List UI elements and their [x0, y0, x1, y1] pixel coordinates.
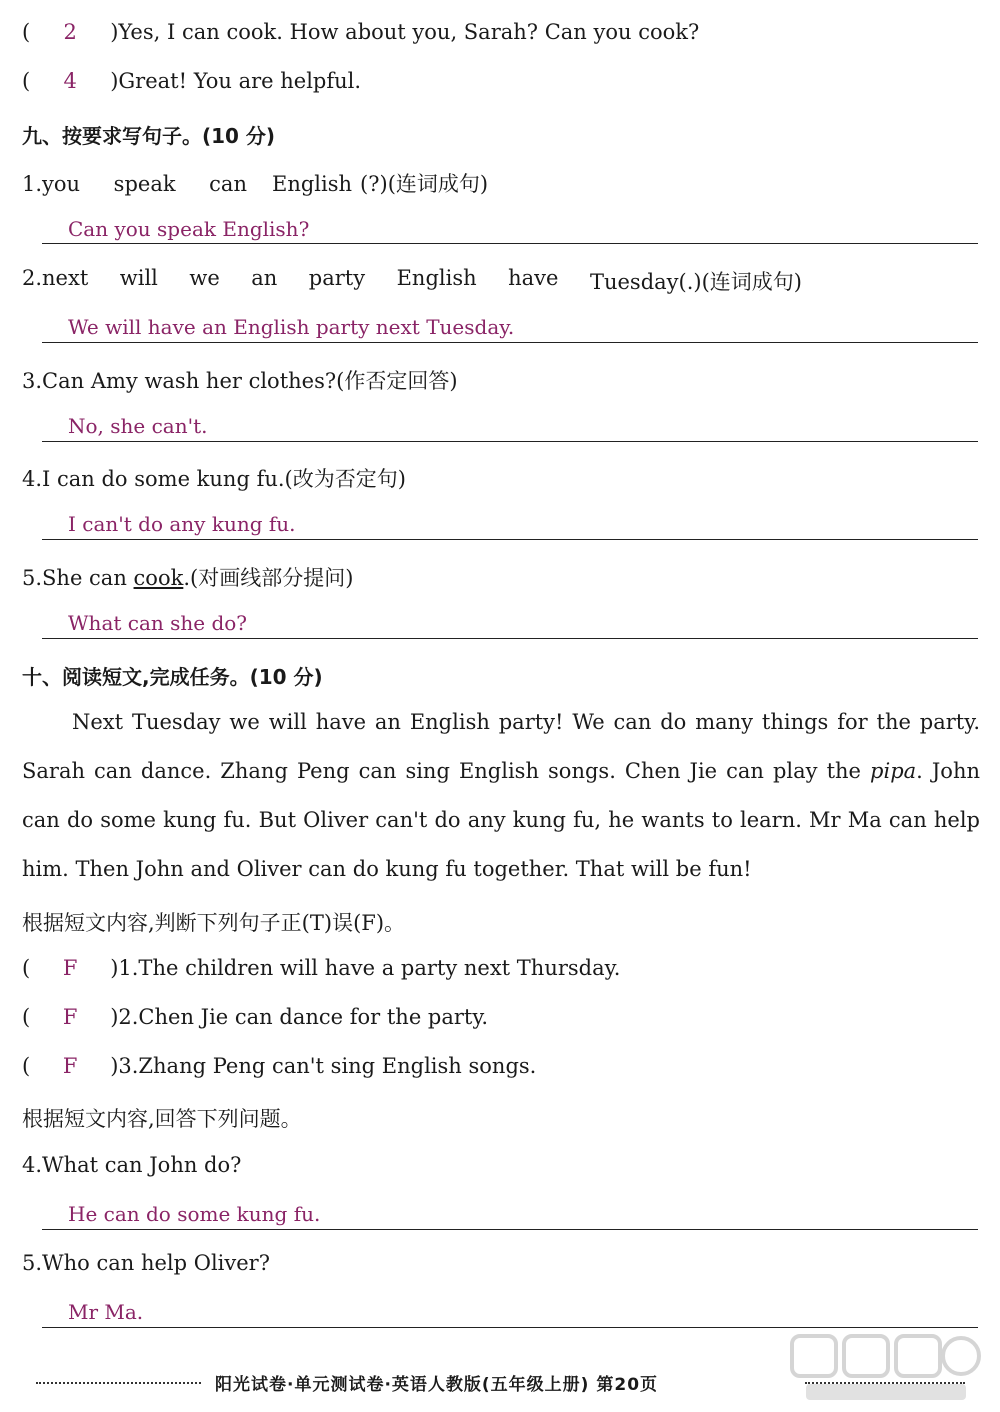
- section-9-heading: 九、按要求写句子。(10 分): [22, 124, 276, 148]
- tf-instruction: 根据短文内容,判断下列句子正(T)误(F)。: [22, 911, 406, 935]
- dialogue-item-2: ( 4 )Great! You are helpful.: [22, 69, 362, 93]
- tf-item-3: ( F )3.Zhang Peng can't sing English songs.: [22, 1054, 537, 1078]
- word: English: [272, 172, 353, 196]
- bracket-answer: 2: [63, 20, 77, 44]
- italic-word: pipa: [870, 759, 917, 783]
- dialogue-text: )Yes, I can cook. How about you, Sarah? Can you cook?: [110, 20, 700, 44]
- dialogue-text: )Great! You are helpful.: [110, 69, 362, 93]
- word: party: [308, 266, 366, 290]
- answer-9-4: I can't do any kung fu.: [68, 512, 296, 536]
- question-9-4: 4.I can do some kung fu.(改为否定句): [22, 467, 406, 491]
- answer-rule: [42, 243, 978, 244]
- answer-9-2: We will have an English party next Tuesday.: [68, 315, 515, 339]
- word: English: [396, 266, 477, 290]
- qa-instruction: 根据短文内容,回答下列问题。: [22, 1107, 302, 1131]
- answer-rule: [42, 638, 978, 639]
- dialogue-item-1: ( 2 )Yes, I can cook. How about you, Sarah? Can you cook?: [22, 20, 700, 44]
- question-9-3: 3.Can Amy wash her clothes?(作否定回答): [22, 369, 458, 393]
- qa-answer-5: Mr Ma.: [68, 1300, 144, 1324]
- tf-answer: F: [62, 1054, 78, 1078]
- word: can: [209, 172, 247, 196]
- reading-passage: Next Tuesday we will have an English party! We can do many things for the party. Sarah can dance. Zhang Peng can sing English songs. Chen Jie can play the pipa. John can do some kung fu. But Oliver can't do any kung fu, he wants to learn. Mr Ma can help him. Then John and Oliver can do kung fu together. That will be fun!: [22, 710, 980, 881]
- answer-9-3: No, she can't.: [68, 414, 208, 438]
- tf-text: )2.Chen Jie can dance for the party.: [110, 1005, 489, 1029]
- answer-rule: [42, 441, 978, 442]
- tf-answer: F: [62, 956, 78, 980]
- answer-rule: [42, 1327, 978, 1328]
- bracket-answer: 4: [63, 69, 77, 93]
- word: have: [508, 266, 559, 290]
- tf-text: )3.Zhang Peng can't sing English songs.: [110, 1054, 537, 1078]
- footer-dotted-rule-left: [36, 1382, 201, 1384]
- question-9-2: [22, 266, 978, 296]
- qa-answer-4: He can do some kung fu.: [68, 1202, 321, 1226]
- qa-question-5: 5.Who can help Oliver?: [22, 1251, 270, 1275]
- footer-text: 阳光试卷·单元测试卷·英语人教版(五年级上册) 第20页: [215, 1375, 659, 1395]
- prompt-suffix: .(对画线部分提问): [183, 566, 354, 590]
- question-9-1: [22, 168, 978, 198]
- tf-answer: F: [62, 1005, 78, 1029]
- tf-item-1: ( F )1.The children will have a party next Thursday.: [22, 956, 621, 980]
- watermark-logo-icon: [786, 1330, 986, 1406]
- tf-text: )1.The children will have a party next Thursday.: [110, 956, 621, 980]
- word: Tuesday(.)(连词成句): [589, 270, 802, 294]
- word: 2.next: [22, 266, 89, 290]
- answer-9-5: What can she do?: [68, 611, 248, 635]
- question-9-5: [22, 562, 978, 592]
- underlined-word: cook: [133, 566, 184, 590]
- tf-item-2: ( F )2.Chen Jie can dance for the party.: [22, 1005, 489, 1029]
- instruction: (?)(连词成句): [360, 172, 489, 196]
- prompt-prefix: 5.She can: [22, 566, 134, 590]
- answer-rule: [42, 539, 978, 540]
- answer-rule: [42, 342, 978, 343]
- word: an: [251, 266, 278, 290]
- word: 1.you: [22, 172, 81, 196]
- section-10-heading: 十、阅读短文,完成任务。(10 分): [22, 665, 323, 689]
- word: will: [119, 266, 158, 290]
- answer-9-1: Can you speak English?: [68, 217, 310, 241]
- answer-rule: [42, 1229, 978, 1230]
- qa-question-4: 4.What can John do?: [22, 1153, 242, 1177]
- word: we: [189, 266, 220, 290]
- word: speak: [113, 172, 176, 196]
